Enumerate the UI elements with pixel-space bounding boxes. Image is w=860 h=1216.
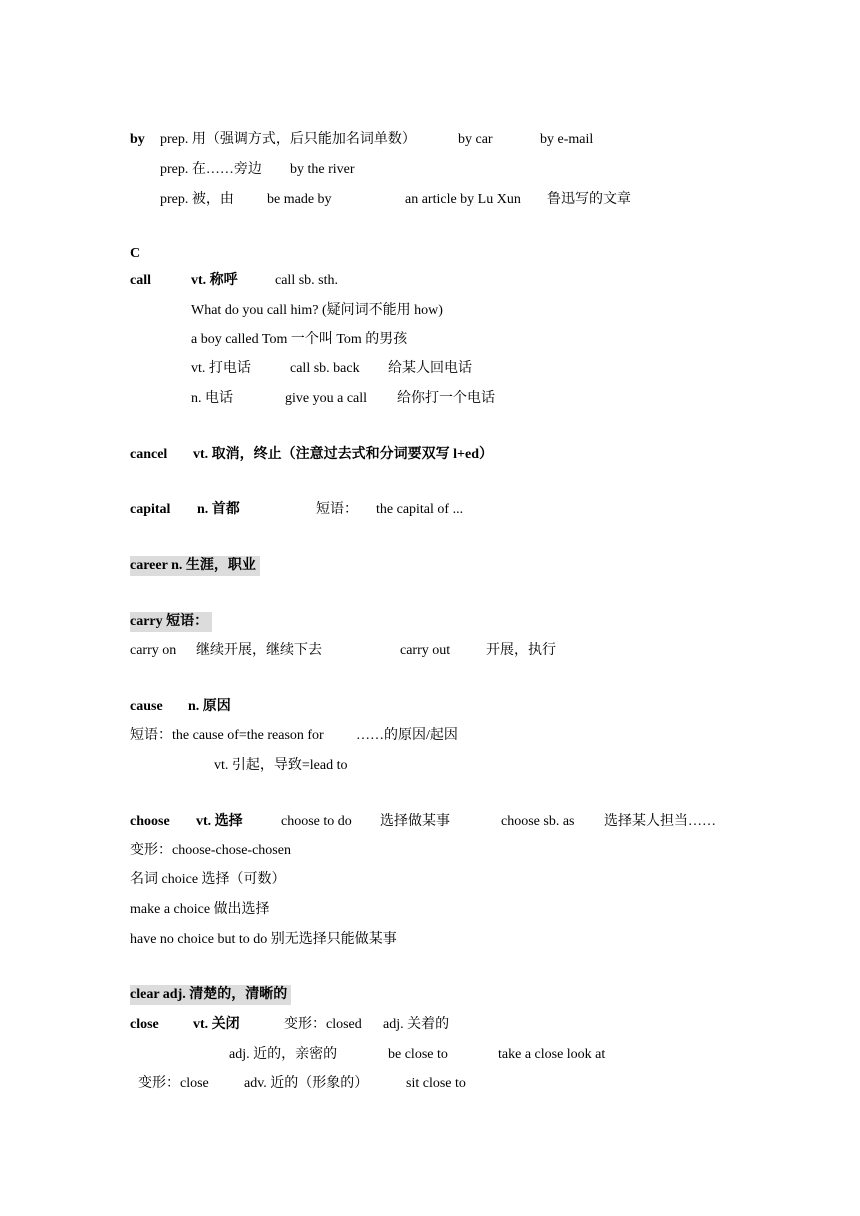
phrase-translation: 选择做某事 <box>380 814 450 829</box>
entry-cause-line3: vt. 引起，导致=lead to <box>214 758 348 773</box>
headword-choose: choose <box>130 814 170 829</box>
example: give you a call <box>285 391 368 406</box>
definition: adj. 关着的 <box>383 1017 450 1032</box>
headword-carry: carry 短语： <box>130 612 212 632</box>
headword-capital: capital <box>130 502 171 517</box>
phrase: choose to do <box>281 814 352 829</box>
example: be made by <box>267 192 332 207</box>
definition: adv. 近的（形象的） <box>244 1076 369 1091</box>
definition: vt. 取消，终止（注意过去式和分词要双写 l+ed） <box>193 447 494 462</box>
entry-choose-line3: 名词 choice 选择（可数） <box>130 872 286 887</box>
definition: prep. 在……旁边 <box>160 162 262 177</box>
example: an article by Lu Xun <box>405 192 521 207</box>
phrase: 短语：the cause of=the reason for <box>130 728 324 743</box>
entry-call-line2: What do you call him? (疑问词不能用 how) <box>191 303 443 318</box>
phrase-label: 短语： <box>316 502 358 517</box>
example: take a close look at <box>498 1047 606 1062</box>
definition: adj. 近的，亲密的 <box>229 1047 338 1062</box>
headword-clear: clear adj. 清楚的，清晰的 <box>130 985 291 1005</box>
headword-by: by <box>130 132 145 147</box>
headword-cause: cause <box>130 699 163 714</box>
phrase-translation: 选择某人担当…… <box>604 814 716 829</box>
definition: vt. 关闭 <box>193 1017 240 1032</box>
definition: n. 首都 <box>197 502 240 517</box>
example: by car <box>458 132 493 147</box>
example: by e-mail <box>540 132 594 147</box>
phrase: carry on <box>130 643 177 658</box>
phrase: call sb. sth. <box>275 273 338 288</box>
entry-call-line3: a boy called Tom 一个叫 Tom 的男孩 <box>191 332 408 347</box>
definition: prep. 用（强调方式，后只能加名词单数） <box>160 132 416 147</box>
entry-choose-line2: 变形：choose-chose-chosen <box>130 843 291 858</box>
definition: vt. 称呼 <box>191 273 238 288</box>
phrase: choose sb. as <box>501 814 575 829</box>
example: call sb. back <box>290 361 360 376</box>
headword-cancel: cancel <box>130 447 168 462</box>
definition: vt. 选择 <box>196 814 243 829</box>
example-translation: 鲁迅写的文章 <box>547 192 631 207</box>
phrase-translation: ……的原因/起因 <box>356 728 458 743</box>
example-translation: 给某人回电话 <box>388 361 472 376</box>
example: be close to <box>388 1047 448 1062</box>
phrase-translation: 继续开展，继续下去 <box>196 643 322 658</box>
phrase: carry out <box>400 643 451 658</box>
entry-choose-line5: have no choice but to do 别无选择只能做某事 <box>130 932 397 947</box>
definition: vt. 打电话 <box>191 361 251 376</box>
phrase: the capital of ... <box>376 502 464 517</box>
headword-career: career n. 生涯，职业 <box>130 556 260 576</box>
example: sit close to <box>406 1076 466 1091</box>
headword-call: call <box>130 273 151 288</box>
example: by the river <box>290 162 355 177</box>
form: 变形：close <box>138 1076 209 1091</box>
form: 变形：closed <box>284 1017 362 1032</box>
example-translation: 给你打一个电话 <box>397 391 495 406</box>
definition: n. 原因 <box>188 699 231 714</box>
entry-choose-line4: make a choice 做出选择 <box>130 902 270 917</box>
headword-close: close <box>130 1017 159 1032</box>
phrase-translation: 开展，执行 <box>486 643 556 658</box>
definition: n. 电话 <box>191 391 233 406</box>
section-letter: C <box>130 246 141 261</box>
definition: prep. 被，由 <box>160 192 234 207</box>
